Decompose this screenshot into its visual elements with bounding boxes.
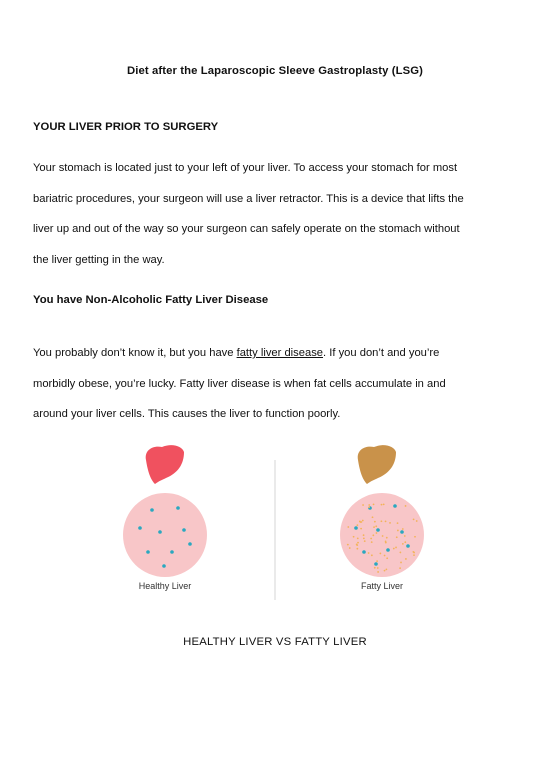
- fat-droplet-dot: [362, 504, 364, 506]
- paragraph-line: morbidly obese, you’re lucky. Fatty liver disease is when fat cells accumulate in and: [33, 377, 446, 390]
- fat-droplet-dot: [384, 570, 386, 572]
- fat-droplet-dot: [385, 541, 387, 543]
- fat-droplet-dot: [377, 571, 379, 573]
- figure-caption: HEALTHY LIVER VS FATTY LIVER: [183, 636, 367, 648]
- cell-nucleus-dot: [162, 564, 166, 568]
- paragraph-line: liver up and out of the way so your surgeon can safely operate on the stomach without: [33, 223, 460, 236]
- fat-droplet-dot: [397, 522, 399, 524]
- fat-droplet-dot: [353, 536, 355, 538]
- document-title: Diet after the Laparoscopic Sleeve Gastroplasty (LSG): [127, 65, 423, 77]
- healthy-cell-circle: [123, 493, 207, 577]
- cell-nucleus-dot: [176, 506, 180, 510]
- fat-droplet-dot: [389, 522, 391, 524]
- fat-droplet-dot: [347, 544, 349, 546]
- cell-nucleus-dot: [150, 508, 154, 512]
- paragraph-line: [33, 345, 523, 376]
- fat-droplet-dot: [356, 544, 358, 546]
- fat-droplet-dot: [395, 547, 397, 549]
- fat-droplet-dot: [414, 536, 416, 538]
- fat-droplet-dot: [357, 537, 359, 539]
- fat-droplet-dot: [347, 526, 349, 528]
- fat-droplet-dot: [359, 521, 361, 523]
- fat-droplet-dot: [372, 534, 374, 536]
- cell-nucleus-dot: [138, 526, 142, 530]
- fat-droplet-dot: [376, 532, 378, 534]
- fatty-liver-disease-link[interactable]: fatty liver disease: [236, 347, 324, 359]
- cell-nucleus-dot: [170, 550, 174, 554]
- fat-droplet-dot: [385, 521, 387, 523]
- fatty-liver-label: Fatty Liver: [360, 581, 404, 591]
- fat-droplet-dot: [413, 552, 415, 554]
- fat-droplet-dot: [405, 558, 407, 560]
- fat-droplet-dot: [374, 567, 376, 569]
- text-fragment: You probably don’t know it, but you have: [33, 347, 237, 359]
- fat-droplet-dot: [379, 553, 381, 555]
- cell-nucleus-dot: [188, 542, 192, 546]
- cell-nucleus-dot: [354, 526, 358, 530]
- fat-droplet-dot: [397, 530, 399, 532]
- fat-droplet-dot: [413, 518, 415, 520]
- fat-droplet-dot: [396, 536, 398, 538]
- fat-droplet-dot: [399, 567, 401, 569]
- fatty-liver-icon: [358, 445, 396, 484]
- fat-droplet-dot: [373, 526, 375, 528]
- fat-droplet-dot: [375, 525, 377, 527]
- fat-droplet-dot: [386, 557, 388, 559]
- fat-droplet-dot: [402, 543, 404, 545]
- healthy-liver-icon: [146, 445, 184, 484]
- fat-droplet-dot: [381, 504, 383, 506]
- fat-droplet-dot: [357, 542, 359, 544]
- fat-droplet-dot: [386, 537, 388, 539]
- fat-droplet-dot: [360, 528, 362, 530]
- fat-droplet-dot: [372, 516, 374, 518]
- fat-droplet-dot: [413, 554, 415, 556]
- healthy-liver-label: Healthy Liver: [138, 581, 192, 591]
- fat-droplet-dot: [373, 504, 375, 506]
- fat-droplet-dot: [404, 535, 406, 537]
- cell-nucleus-dot: [386, 548, 390, 552]
- fat-droplet-dot: [393, 548, 395, 550]
- fat-droplet-dot: [405, 505, 407, 507]
- cell-nucleus-dot: [146, 550, 150, 554]
- paragraph-line: Your stomach is located just to your left of your liver. To access your stomach for most: [33, 162, 458, 174]
- fat-droplet-dot: [380, 520, 382, 522]
- fat-droplet-dot: [349, 547, 351, 549]
- section-heading-fatty-liver: You have Non-Alcoholic Fatty Liver Disease: [33, 294, 269, 306]
- fat-droplet-dot: [370, 538, 372, 540]
- fat-droplet-dot: [384, 555, 386, 557]
- section-heading-liver-prior: YOUR LIVER PRIOR TO SURGERY: [33, 121, 219, 133]
- cell-nucleus-dot: [158, 530, 162, 534]
- fat-droplet-dot: [385, 568, 387, 570]
- fatty-cell-circle: [340, 493, 424, 577]
- cell-nucleus-dot: [406, 544, 410, 548]
- fat-droplet-dot: [371, 554, 373, 556]
- paragraph-liver-prior: [33, 160, 523, 282]
- fat-droplet-dot: [404, 541, 406, 543]
- fat-droplet-dot: [368, 504, 370, 506]
- fat-droplet-dot: [368, 506, 370, 508]
- cell-nucleus-dot: [400, 530, 404, 534]
- fat-droplet-dot: [356, 524, 358, 526]
- fat-droplet-dot: [399, 552, 401, 554]
- fat-droplet-dot: [383, 503, 385, 505]
- paragraph-line: the liver getting in the way.: [33, 253, 165, 266]
- fat-droplet-dot: [362, 520, 364, 522]
- fat-droplet-dot: [382, 535, 384, 537]
- fat-droplet-dot: [363, 537, 365, 539]
- fat-droplet-dot: [377, 567, 379, 569]
- fat-droplet-dot: [416, 520, 418, 522]
- fat-droplet-dot: [364, 540, 366, 542]
- fat-droplet-dot: [376, 560, 378, 562]
- cell-nucleus-dot: [182, 528, 186, 532]
- text-fragment: . If you don’t and you’re: [323, 347, 440, 359]
- fat-droplet-dot: [368, 552, 370, 554]
- cell-nucleus-dot: [374, 562, 378, 566]
- fat-droplet-dot: [356, 548, 358, 550]
- cell-nucleus-dot: [376, 528, 380, 532]
- cell-nucleus-dot: [393, 504, 397, 508]
- fat-droplet-dot: [371, 541, 373, 543]
- paragraph-fatty-liver: [33, 345, 523, 437]
- cell-nucleus-dot: [362, 550, 366, 554]
- fat-droplet-dot: [363, 534, 365, 536]
- fat-droplet-dot: [402, 528, 404, 530]
- paragraph-line: bariatric procedures, your surgeon will use a liver retractor. This is a device that lifts the: [33, 192, 464, 205]
- liver-comparison-illustration: [120, 440, 430, 605]
- fat-droplet-dot: [400, 562, 402, 564]
- fat-droplet-dot: [374, 521, 376, 523]
- paragraph-line: around your liver cells. This causes the liver to function poorly.: [33, 408, 341, 421]
